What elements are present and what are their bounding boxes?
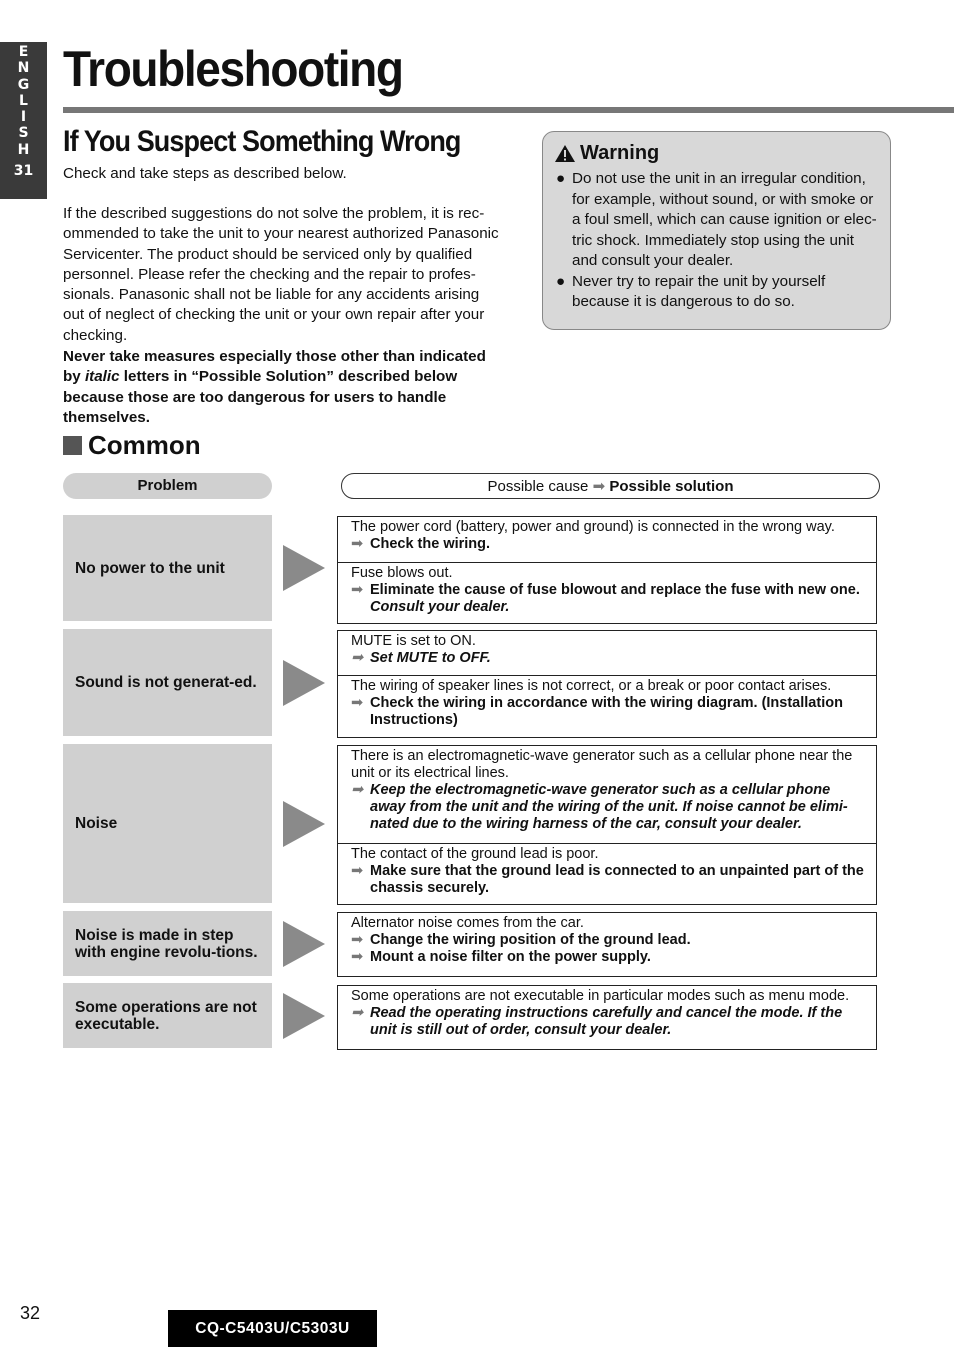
bullet-icon: ● bbox=[556, 272, 566, 290]
warning-box bbox=[542, 131, 891, 330]
possible-solution: ➡ Mount a noise filter on the power supply. bbox=[351, 949, 651, 965]
intro-caution: Never take measures especially those other than indicated by italic letters in “Possible Solution” described below because those are too dangerous for users to handle themselves. bbox=[63, 348, 486, 426]
warning-triangle-icon bbox=[554, 144, 576, 163]
solution-box bbox=[337, 912, 877, 977]
arrow-icon: ➡ bbox=[351, 932, 364, 948]
possible-solution: ➡ Read the operating instructions carefully and cancel the mode. If the unit is still out of order, consult your dealer. bbox=[351, 1005, 843, 1038]
possible-solution: ➡ Keep the electromagnetic-wave generator such as a cellular phone away from the unit and the wiring of the unit. If noise cannot be elimi-nated due to the wiring harness of the car, consult your dealer. bbox=[351, 782, 848, 832]
arrow-icon: ➡ bbox=[351, 782, 364, 798]
warning-item: ● Do not use the unit in an irregular condition, for example, without sound, or with smoke or a foul smell, which can cause ignition or elec-tric shock. Immediately stop using the unit and consult your dealer. bbox=[556, 170, 877, 269]
possible-cause: The power cord (battery, power and ground) is connected in the wrong way. bbox=[351, 519, 835, 535]
possible-solution: ➡ Change the wiring position of the ground lead. bbox=[351, 932, 691, 948]
arrow-icon: ➡ bbox=[351, 949, 364, 965]
intro-paragraph: If the described suggestions do not solve the problem, it is rec-ommended to take the unit to your nearest authorized Panasonic Servicenter. The product should be serviced only by qualified personnel. Please refer the checking and the repair to profes-sionals. Panasonic shall not be liable for any accidents arising out of neglect of checking the unit or your own repair after your checking. bbox=[63, 205, 499, 344]
warning-label: Warning bbox=[580, 142, 660, 164]
arrow-triangle-icon bbox=[283, 993, 325, 1039]
square-bullet-icon bbox=[63, 436, 82, 455]
arrow-icon: ➡ bbox=[592, 478, 606, 495]
model-number: CQ-C5403U/C5303U bbox=[168, 1310, 377, 1347]
arrow-icon: ➡ bbox=[351, 536, 364, 552]
solution-box bbox=[337, 745, 877, 905]
arrow-triangle-icon bbox=[283, 921, 325, 967]
tab-page-number: 31 bbox=[13, 163, 34, 180]
cause-cell bbox=[338, 843, 876, 904]
title-rule bbox=[63, 107, 954, 113]
arrow-icon: ➡ bbox=[351, 582, 364, 598]
bullet-icon: ● bbox=[556, 170, 566, 187]
possible-cause: The contact of the ground lead is poor. bbox=[351, 846, 599, 862]
cause-cell bbox=[338, 562, 876, 623]
solution-box bbox=[337, 516, 877, 624]
page-title: Troubleshooting bbox=[63, 41, 403, 97]
warning-title bbox=[554, 142, 880, 165]
possible-cause: The wiring of speaker lines is not correct, or a break or poor contact arises. bbox=[351, 678, 832, 694]
common-heading: Common bbox=[63, 430, 201, 461]
problem-header: Problem bbox=[63, 473, 272, 499]
possible-solution: ➡ Eliminate the cause of fuse blowout and replace the fuse with new one. bbox=[351, 582, 860, 598]
cause-cell bbox=[338, 913, 876, 976]
page-number: 32 bbox=[20, 1303, 41, 1323]
problem-cell: No power to the unit bbox=[63, 515, 272, 621]
language-tab bbox=[0, 42, 47, 199]
arrow-icon: ➡ bbox=[351, 863, 364, 879]
cause-cell bbox=[338, 746, 876, 843]
arrow-triangle-icon bbox=[283, 801, 325, 847]
solution-box bbox=[337, 985, 877, 1050]
warning-item: ● Never try to repair the unit by yourself because it is dangerous to do so. bbox=[556, 272, 826, 310]
problem-cell: Noise is made in step with engine revolu-tions. bbox=[63, 911, 272, 976]
solution-box bbox=[337, 630, 877, 738]
problem-cell: Sound is not generat-ed. bbox=[63, 629, 272, 736]
arrow-triangle-icon bbox=[283, 660, 325, 706]
problem-cell: Some operations are not executable. bbox=[63, 983, 272, 1048]
cause-cell bbox=[338, 675, 876, 737]
problem-cell: Noise bbox=[63, 744, 272, 903]
cause-cell bbox=[338, 631, 876, 675]
possible-cause: Fuse blows out. bbox=[351, 565, 453, 581]
possible-solution: ➡ Make sure that the ground lead is connected to an unpainted part of the chassis securely. bbox=[351, 863, 864, 896]
arrow-icon: ➡ bbox=[351, 695, 364, 711]
arrow-icon: ➡ bbox=[351, 650, 364, 666]
possible-solution: ➡ Check the wiring in accordance with the wiring diagram. (Installation Instructions) bbox=[351, 695, 843, 728]
language-letters: E N G L I S H bbox=[17, 44, 30, 158]
possible-cause: There is an electromagnetic-wave generator such as a cellular phone near the unit or its electrical lines. bbox=[351, 748, 853, 781]
possible-solution: ➡ Check the wiring. bbox=[351, 536, 491, 552]
cause-cell bbox=[338, 517, 876, 562]
arrow-triangle-icon bbox=[283, 545, 325, 591]
section-heading: If You Suspect Something Wrong bbox=[63, 125, 461, 158]
possible-cause: MUTE is set to ON. bbox=[351, 633, 476, 649]
intro-line: Check and take steps as described below. bbox=[63, 165, 347, 182]
cause-solution-header: Possible cause ➡ Possible solution bbox=[341, 473, 880, 499]
possible-cause: Some operations are not executable in particular modes such as menu mode. bbox=[351, 988, 850, 1004]
cause-cell bbox=[338, 986, 876, 1049]
possible-solution: ➡ Set MUTE to OFF. bbox=[351, 650, 491, 666]
possible-cause: Alternator noise comes from the car. bbox=[351, 915, 584, 931]
arrow-icon: ➡ bbox=[351, 1005, 364, 1021]
possible-solution: Consult your dealer. bbox=[370, 599, 510, 615]
